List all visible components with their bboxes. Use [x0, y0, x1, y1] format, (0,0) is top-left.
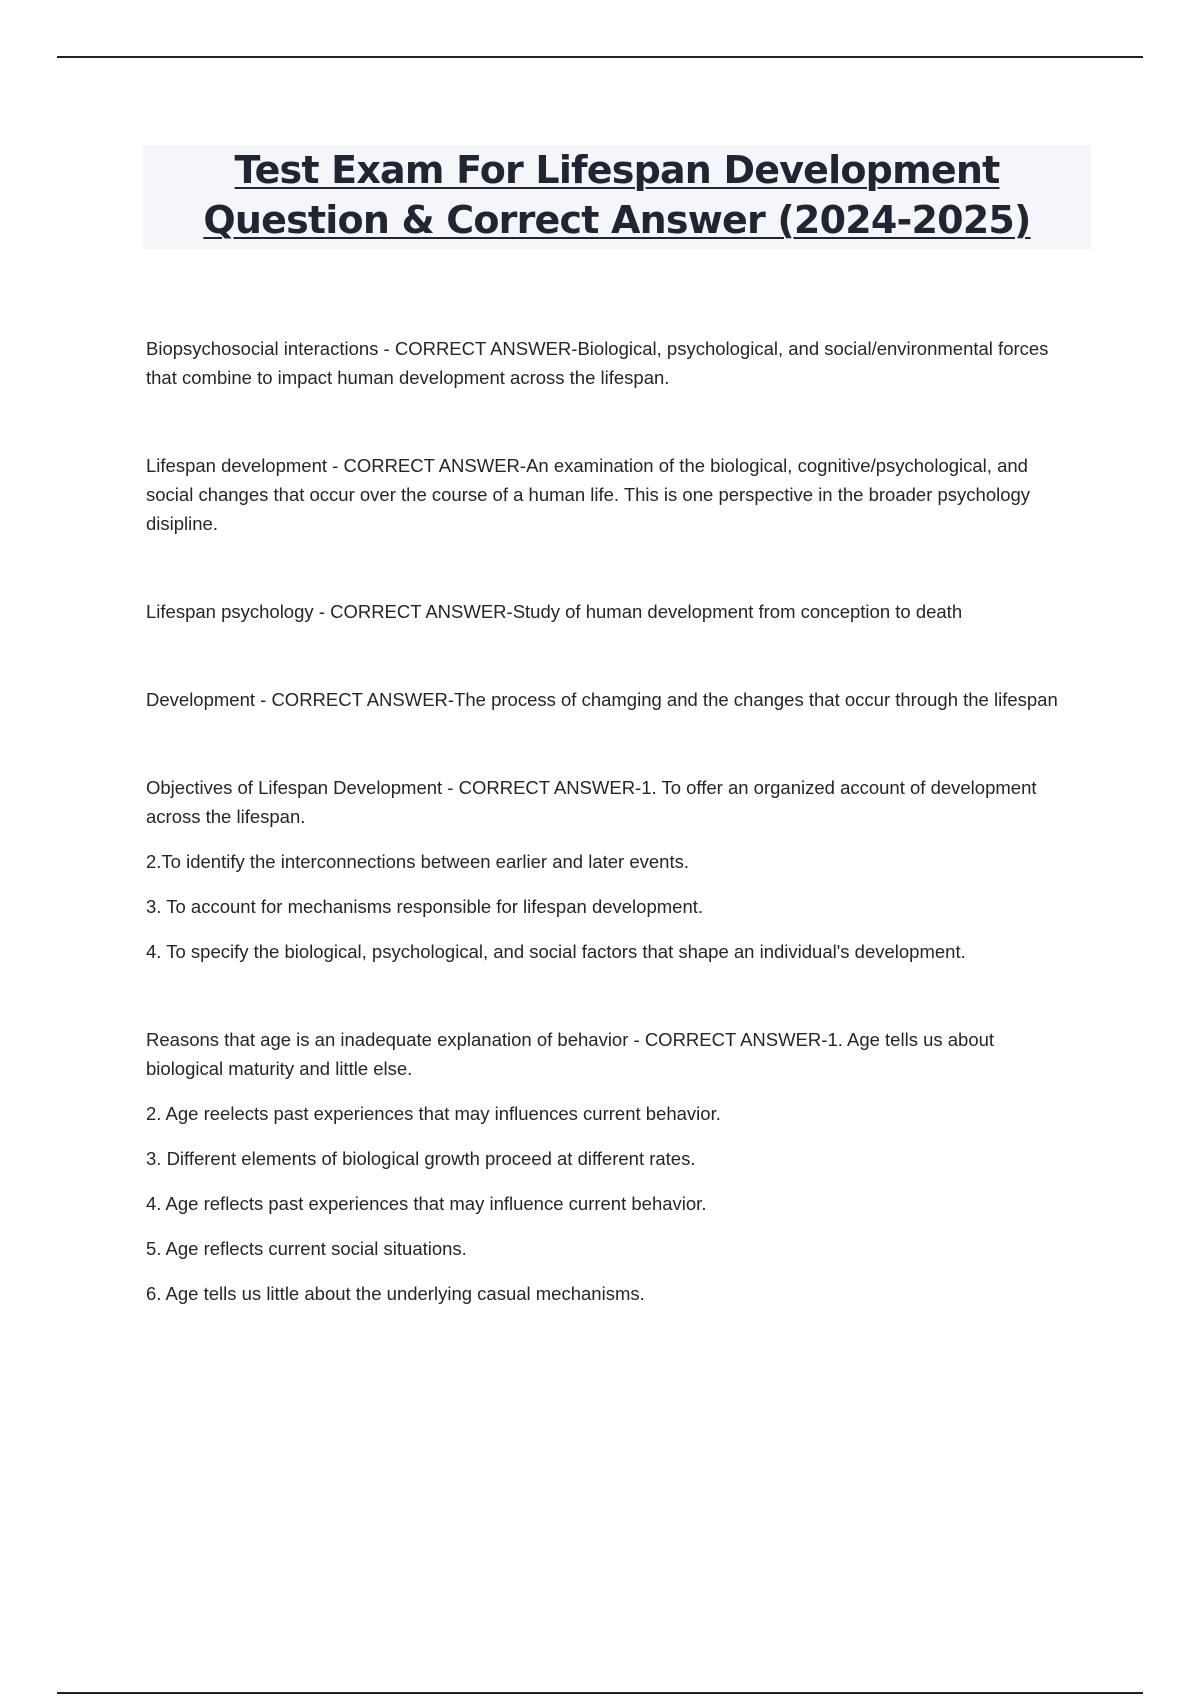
qa-entry-biopsychosocial — [146, 334, 1076, 392]
list-item: 6. Age tells us little about the underlying casual mechanisms. — [146, 1283, 645, 1304]
title-banner — [143, 145, 1091, 249]
title-line-2: Question & Correct Answer (2024-2025) — [203, 198, 1031, 242]
title-line-1: Test Exam For Lifespan Development — [234, 148, 1000, 192]
qa-text: Objectives of Lifespan Development - CORRECT ANSWER-1. To offer an organized account of development across the lifespan. — [146, 777, 1037, 827]
list-item: 3. Different elements of biological growth proceed at different rates. — [146, 1148, 696, 1169]
answer-list — [146, 847, 1076, 966]
qa-entry-lifespan-development — [146, 451, 1076, 538]
list-item: 4. Age reflects past experiences that may influence current behavior. — [146, 1193, 707, 1214]
qa-content — [146, 334, 1076, 1367]
answer-list — [146, 1099, 1076, 1308]
qa-text: Reasons that age is an inadequate explanation of behavior - CORRECT ANSWER-1. Age tells us about biological maturity and little else. — [146, 1029, 995, 1079]
top-rule — [57, 56, 1143, 58]
qa-entry-objectives — [146, 773, 1076, 966]
qa-text: Biopsychosocial interactions - CORRECT ANSWER-Biological, psychological, and social/environmental forces that combine to impact human development across the lifespan. — [146, 338, 1049, 388]
qa-entry-age-reasons — [146, 1025, 1076, 1308]
list-item: 2. Age reelects past experiences that may influences current behavior. — [146, 1103, 721, 1124]
qa-text: Lifespan development - CORRECT ANSWER-An examination of the biological, cognitive/psychological, and social changes that occur over the course of a human life. This is one perspective in the broader psychology disipline. — [146, 455, 1031, 534]
list-item: 4. To specify the biological, psychological, and social factors that shape an individual's development. — [146, 941, 966, 962]
qa-text: Development - CORRECT ANSWER-The process of chamging and the changes that occur through the lifespan — [146, 689, 1058, 710]
qa-entry-lifespan-psychology — [146, 597, 1076, 626]
list-item: 5. Age reflects current social situations. — [146, 1238, 467, 1259]
qa-entry-development — [146, 685, 1076, 714]
bottom-rule — [57, 1692, 1143, 1694]
qa-text: Lifespan psychology - CORRECT ANSWER-Study of human development from conception to death — [146, 601, 963, 622]
list-item: 3. To account for mechanisms responsible for lifespan development. — [146, 896, 704, 917]
list-item: 2.To identify the interconnections between earlier and later events. — [146, 851, 689, 872]
